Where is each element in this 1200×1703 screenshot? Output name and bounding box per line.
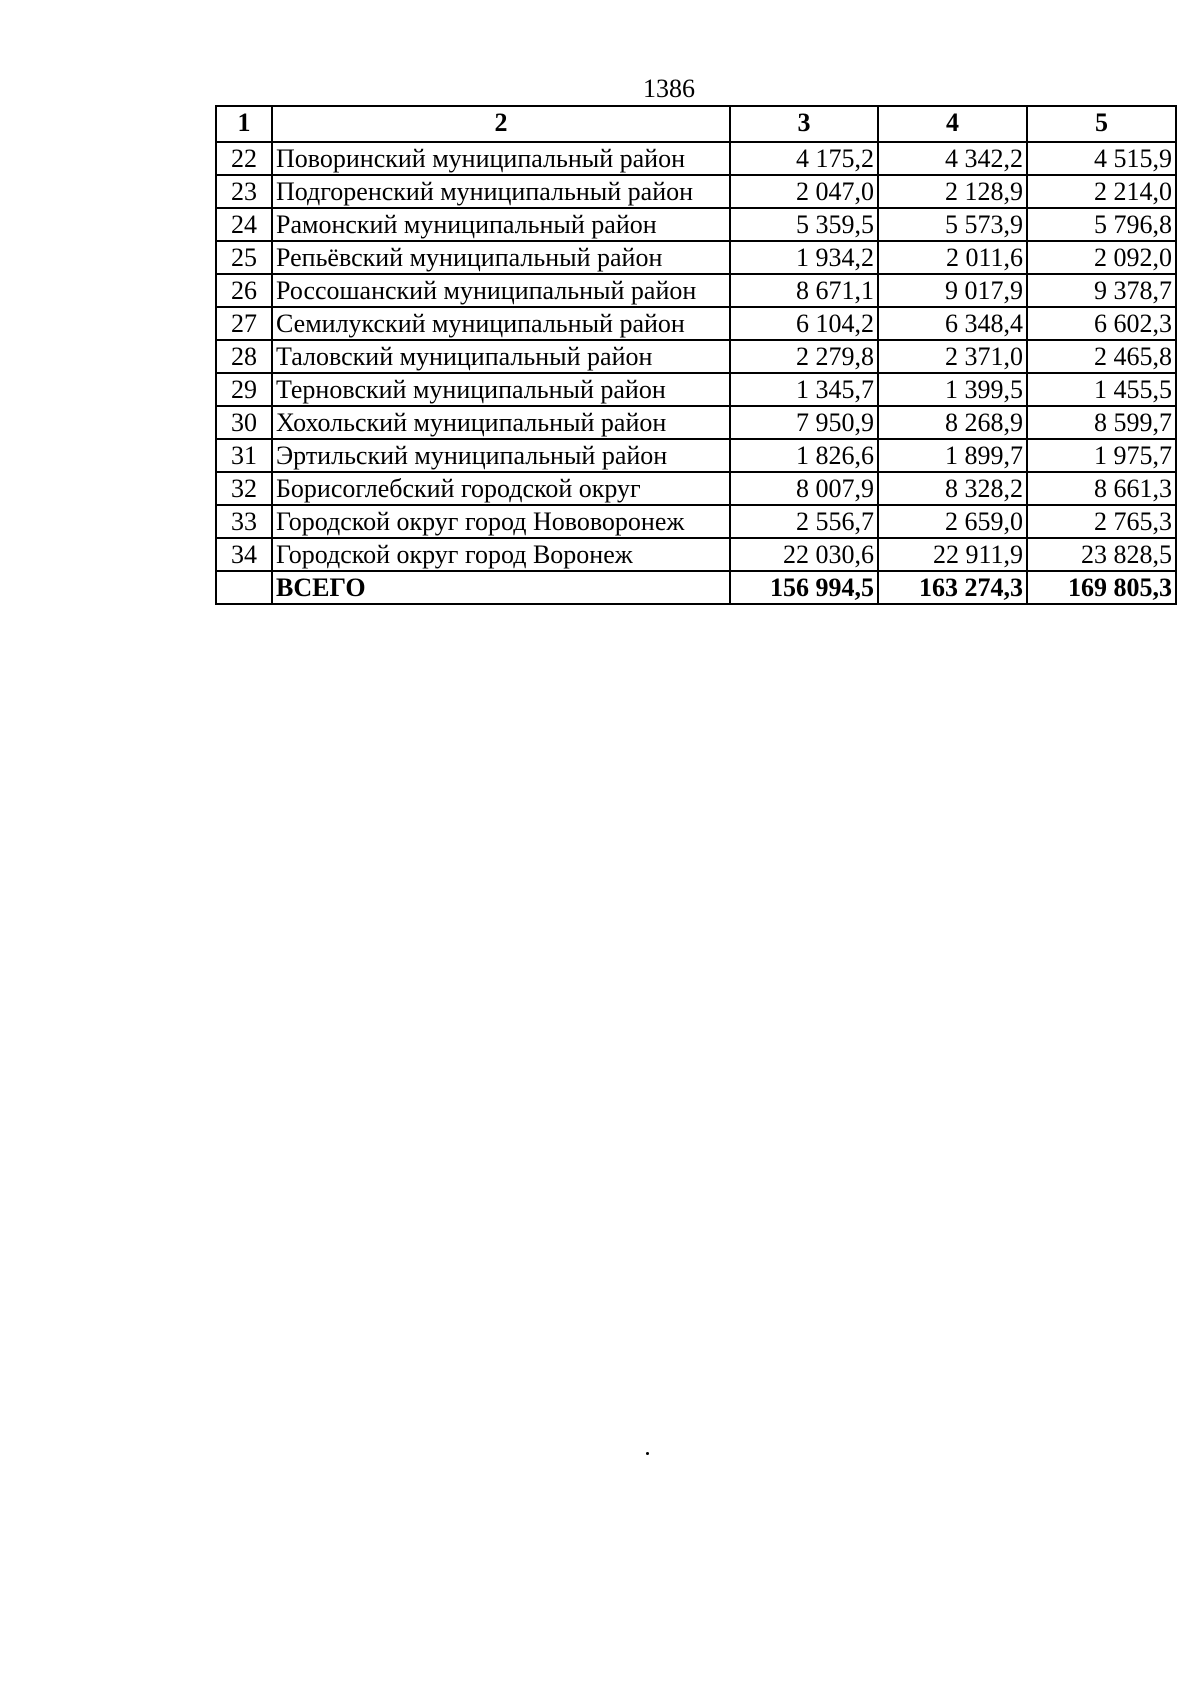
row-number: 30 — [216, 406, 272, 439]
table-row — [216, 142, 1176, 175]
municipality-name: Городской округ город Нововоронеж — [272, 505, 730, 538]
table-row — [216, 208, 1176, 241]
table-row — [216, 241, 1176, 274]
value-col-4: 1 899,7 — [878, 439, 1027, 472]
value-col-3: 1 345,7 — [730, 373, 878, 406]
value-col-3: 8 671,1 — [730, 274, 878, 307]
table-row — [216, 472, 1176, 505]
value-col-3: 2 279,8 — [730, 340, 878, 373]
value-col-4: 5 573,9 — [878, 208, 1027, 241]
table-row — [216, 538, 1176, 571]
table-row — [216, 274, 1176, 307]
row-number: 27 — [216, 307, 272, 340]
municipality-name: Рамонский муниципальный район — [272, 208, 730, 241]
municipality-name: Россошанский муниципальный район — [272, 274, 730, 307]
row-number: 25 — [216, 241, 272, 274]
total-value-3: 156 994,5 — [730, 571, 878, 604]
column-header-5: 5 — [1027, 106, 1176, 142]
value-col-3: 1 826,6 — [730, 439, 878, 472]
table-row — [216, 175, 1176, 208]
value-col-3: 22 030,6 — [730, 538, 878, 571]
table-row — [216, 406, 1176, 439]
row-number: 29 — [216, 373, 272, 406]
municipality-name: Терновский муниципальный район — [272, 373, 730, 406]
municipality-name: Репьёвский муниципальный район — [272, 241, 730, 274]
table-row — [216, 505, 1176, 538]
value-col-5: 2 465,8 — [1027, 340, 1176, 373]
value-col-5: 4 515,9 — [1027, 142, 1176, 175]
row-number: 26 — [216, 274, 272, 307]
total-value-4: 163 274,3 — [878, 571, 1027, 604]
value-col-4: 8 328,2 — [878, 472, 1027, 505]
municipality-name: Борисоглебский городской округ — [272, 472, 730, 505]
table-body — [216, 142, 1176, 604]
table-row — [216, 439, 1176, 472]
value-col-5: 8 599,7 — [1027, 406, 1176, 439]
value-col-3: 6 104,2 — [730, 307, 878, 340]
header-row — [216, 106, 1176, 142]
value-col-4: 2 659,0 — [878, 505, 1027, 538]
row-number: 23 — [216, 175, 272, 208]
municipality-name: Подгоренский муниципальный район — [272, 175, 730, 208]
row-number: 34 — [216, 538, 272, 571]
data-table — [215, 105, 1177, 605]
total-row — [216, 571, 1176, 604]
column-header-4: 4 — [878, 106, 1027, 142]
municipality-name: Хохольский муниципальный район — [272, 406, 730, 439]
value-col-5: 5 796,8 — [1027, 208, 1176, 241]
municipality-name: Семилукский муниципальный район — [272, 307, 730, 340]
total-label: ВСЕГО — [272, 571, 730, 604]
municipality-name: Поворинский муниципальный район — [272, 142, 730, 175]
page-number: 1386 — [643, 74, 695, 103]
value-col-4: 8 268,9 — [878, 406, 1027, 439]
row-number: 31 — [216, 439, 272, 472]
row-number: 33 — [216, 505, 272, 538]
municipality-name: Эртильский муниципальный район — [272, 439, 730, 472]
table-row — [216, 307, 1176, 340]
value-col-5: 23 828,5 — [1027, 538, 1176, 571]
value-col-3: 2 556,7 — [730, 505, 878, 538]
value-col-5: 8 661,3 — [1027, 472, 1176, 505]
value-col-5: 2 765,3 — [1027, 505, 1176, 538]
value-col-4: 2 011,6 — [878, 241, 1027, 274]
value-col-3: 5 359,5 — [730, 208, 878, 241]
municipality-name: Таловский муниципальный район — [272, 340, 730, 373]
value-col-4: 22 911,9 — [878, 538, 1027, 571]
row-number: 24 — [216, 208, 272, 241]
table-row — [216, 373, 1176, 406]
column-header-3: 3 — [730, 106, 878, 142]
value-col-3: 2 047,0 — [730, 175, 878, 208]
value-col-4: 1 399,5 — [878, 373, 1027, 406]
value-col-4: 6 348,4 — [878, 307, 1027, 340]
value-col-4: 2 128,9 — [878, 175, 1027, 208]
value-col-5: 9 378,7 — [1027, 274, 1176, 307]
column-header-1: 1 — [216, 106, 272, 142]
value-col-5: 1 455,5 — [1027, 373, 1176, 406]
value-col-3: 1 934,2 — [730, 241, 878, 274]
row-number: 32 — [216, 472, 272, 505]
table-row — [216, 340, 1176, 373]
row-number: 22 — [216, 142, 272, 175]
value-col-3: 4 175,2 — [730, 142, 878, 175]
value-col-5: 6 602,3 — [1027, 307, 1176, 340]
municipality-name: Городской округ город Воронеж — [272, 538, 730, 571]
value-col-3: 8 007,9 — [730, 472, 878, 505]
stray-dot — [646, 1452, 649, 1455]
value-col-5: 2 214,0 — [1027, 175, 1176, 208]
value-col-4: 9 017,9 — [878, 274, 1027, 307]
column-header-2: 2 — [272, 106, 730, 142]
row-number: 28 — [216, 340, 272, 373]
value-col-4: 4 342,2 — [878, 142, 1027, 175]
total-value-5: 169 805,3 — [1027, 571, 1176, 604]
value-col-5: 1 975,7 — [1027, 439, 1176, 472]
value-col-4: 2 371,0 — [878, 340, 1027, 373]
total-number — [216, 571, 272, 604]
value-col-3: 7 950,9 — [730, 406, 878, 439]
value-col-5: 2 092,0 — [1027, 241, 1176, 274]
